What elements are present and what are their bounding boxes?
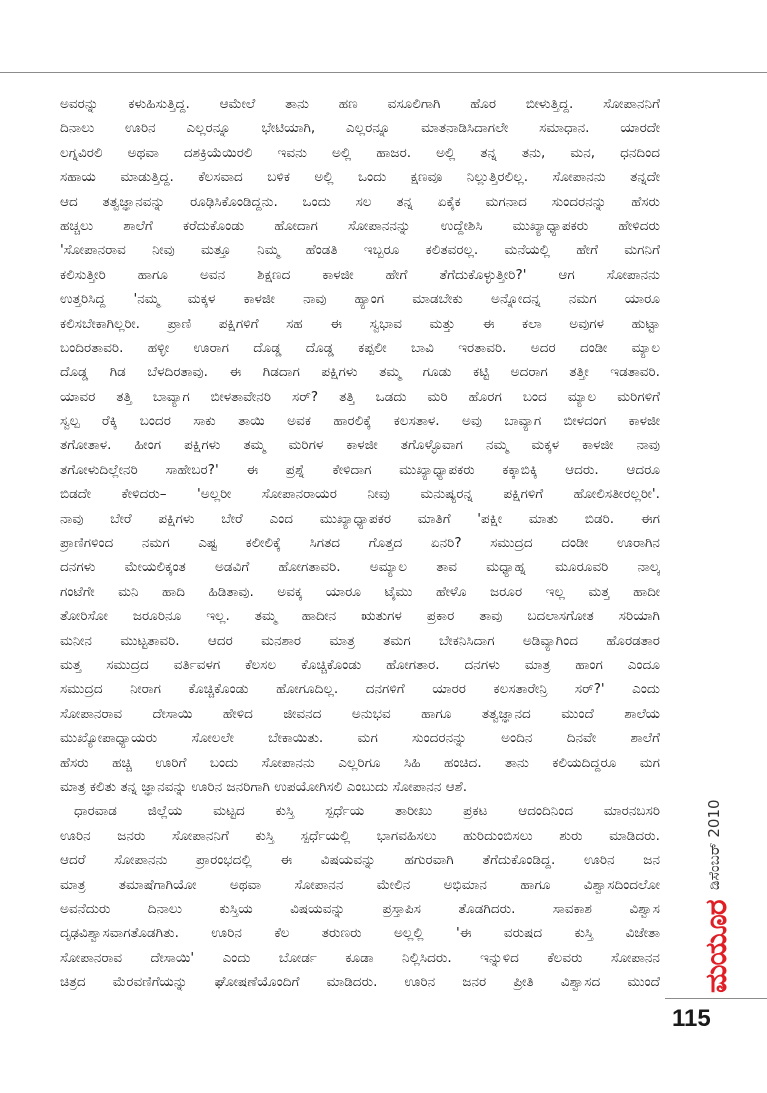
- article-line: ಮತ್ತ ಸಮುದ್ರದ ವರ್ತಿವಳಗ ಕೆಲಸಲ ಕೊಚ್ಚಿಕೊಂಡು ಹೋಗತಾರ. ದನಗಳು ಮಾತ್ರ ಹಾಂಗ ಎಂದೂ: [60, 656, 660, 673]
- article-line: ಧಾರವಾಡ ಜಿಲ್ಲೆಯ ಮಟ್ಟದ ಕುಸ್ತಿ ಸ್ಪರ್ಧೆಯ ತಾರೀಖು ಪ್ರಕಟ ಆದಂದಿನಿಂದ ಮಾರನಬಸರಿ: [74, 803, 660, 820]
- article-line: ದೃಢವಿಶ್ವಾಸವಾಗತೊಡಗಿತು. ಊರಿನ ಕೆಲ ತರುಣರು ಅಲ್ಲಲ್ಲಿ 'ಈ ವರುಷದ ಕುಸ್ತಿ ವಿಜೇತಾ: [60, 925, 660, 942]
- article-line: ಚಿತ್ರದ ಮೆರವಣಿಗೆಯನ್ನು ಘೋಷಣೆಯೊಂದಿಗೆ ಮಾಡಿದರು. ಊರಿನ ಜನರ ಪ್ರೀತಿ ವಿಶ್ವಾಸದ ಮುಂದೆ: [60, 974, 660, 991]
- article-line: ಗಂಟೆಗೇ ಮನಿ ಹಾದಿ ಹಿಡಿತಾವು. ಅವಕ್ಕ ಯಾರೂ ಟೈಮು ಹೇಳೊ ಜರೂರ ಇಲ್ಲ ಮತ್ತ ಹಾದೀ: [60, 583, 660, 600]
- article-line: ಮಾತ್ರ ಕಲಿತು ತನ್ನ ಜ್ಞಾನವನ್ನು ಊರಿನ ಜನರಿಗಾಗಿ ಉಪಯೋಗಿಸಲಿ ಎಂಬುದು ಸೋಪಾನನ ಆಶೆ.: [60, 778, 468, 795]
- sidebar-masthead: [672, 770, 767, 1000]
- article-line: ದನಗಳು ಮೇಯಲಿಕ್ಕಂತ ಅಡವಿಗೆ ಹೋಗತಾವರಿ. ಅಮ್ಯಾಲ ತಾವ ಮಧ್ಯಾಹ್ನ ಮೂರೂವರಿ ನಾಲ್ಕ: [60, 559, 660, 576]
- article-line: ಮಾತ್ರ ತಮಾಷೆಗಾಗಿಯೋ ಅಥವಾ ಸೋಪಾನನ ಮೇಲಿನ ಅಭಿಮಾನ ಹಾಗೂ ವಿಶ್ವಾಸದಿಂದಲೋ: [60, 876, 660, 893]
- page-number: 115: [672, 1005, 711, 1032]
- article-line: ಕಲಿಸಬೇಕಾಗಿಲ್ಲರೀ. ಪ್ರಾಣಿ ಪಕ್ಷಿಗಳಿಗೆ ಸಹ ಈ ಸ್ವಭಾವ ಮತ್ತು ಈ ಕಲಾ ಅವುಗಳ ಹುಟ್ಟಾ: [60, 315, 660, 332]
- article-line: ಸಮುದ್ರದ ನೀರಾಗ ಕೊಚ್ಚಿಕೊಂಡು ಹೋಗೂದಿಲ್ಲ. ದನಗಳಿಗೆ ಯಾರರ ಕಲಸತಾರೇನ್ರಿ ಸರ್?' ಎಂದು: [60, 681, 660, 698]
- issue-date: ಡಿಸೆಂಬರ್ 2010: [705, 799, 723, 890]
- article-line: ಮುಖ್ಯೋಪಾಧ್ಯಾಯರು ಸೋಲಲೇ ಬೇಕಾಯಿತು. ಮಗ ಸುಂದರನನ್ನು ಅಂದಿನ ದಿನವೇ ಶಾಲೆಗೆ: [60, 730, 660, 747]
- article-line: ಆದ ತತ್ವಜ್ಞಾನವನ್ನು ರೂಢಿಸಿಕೊಂಡಿದ್ದನು. ಒಂದು ಸಲ ತನ್ನ ಏಕೈಕ ಮಗನಾದ ಸುಂದರನನ್ನು ಹೆಸರು: [60, 193, 660, 210]
- article-body: [60, 92, 660, 994]
- article-line: ತೋರಿಸೋ ಜರೂರಿನೂ ಇಲ್ಲ. ತಮ್ಮ ಹಾದೀನ ಋತುಗಳ ಪ್ರಕಾರ ತಾವು ಬದಲಾಸಗೋತ ಸರಿಯಾಗಿ: [60, 608, 660, 625]
- article-line: ಹಚ್ಚಲು ಶಾಲೆಗೆ ಕರೆದುಕೊಂಡು ಹೋದಾಗ ಸೋಪಾನನನ್ನು ಉದ್ದೇಶಿಸಿ ಮುಖ್ಯಾಧ್ಯಾಪಕರು ಹೇಳಿದರು: [60, 217, 660, 234]
- article-line: ಕಲಿಸುತ್ತೀರಿ ಹಾಗೂ ಅವನ ಶಿಕ್ಷಣದ ಕಾಳಜೀ ಹೇಗೆ ತೆಗೆದುಕೊಳ್ಳುತ್ತೀರಿ?' ಆಗ ಸೋಪಾನನು: [60, 266, 660, 283]
- footer-rule: [665, 998, 767, 999]
- article-line: ಪ್ರಾಣಿಗಳಿಂದ ನಮಗ ಎಷ್ಟ ಕಲೀಲಿಕ್ಕೆ ಸಿಗತದ ಗೊತ್ತದ ಏನರಿ? ಸಮುದ್ರದ ದಂಡೀ ಊರಾಗಿನ: [60, 535, 660, 552]
- article-line: ಸೋಪಾನರಾವ ದೇಸಾಯಿ' ಎಂದು ಬೋರ್ಡ ಕೂಡಾ ನಿಲ್ಲಿಸಿದರು. ಇನ್ನುಳಿದ ಕೆಲವರು ಸೋಪಾನನ: [60, 949, 660, 966]
- article-line: ದೊಡ್ಡ ಗಿಡ ಬೆಳದಿರತಾವು. ಈ ಗಿಡದಾಗ ಪಕ್ಷಿಗಳು ತಮ್ಮ ಗೂಡು ಕಟ್ಟಿ ಅದರಾಗ ತತ್ತೀ ಇಡತಾವರಿ.: [60, 364, 660, 381]
- article-line: ಬಂದಿರತಾವರಿ. ಹಳ್ಳೀ ಊರಾಗ ದೊಡ್ಡ ದೊಡ್ಡ ಕಪ್ಪಲೀ ಬಾವಿ ಇರತಾವರಿ. ಅದರ ದಂಡೀ ಮ್ಯಾಲ: [60, 339, 660, 356]
- article-line: ಸೋಪಾನರಾವ ದೇಸಾಯಿ ಹೇಳಿದ ಜೀವನದ ಅನುಭವ ಹಾಗೂ ತತ್ವಜ್ಞಾನದ ಮುಂದೆ ಶಾಲೆಯ: [60, 705, 660, 722]
- article-line: ಹೆಸರು ಹಚ್ಚಿ ಊರಿಗೆ ಬಂದು ಸೋಪಾನನು ಎಲ್ಲರಿಗೂ ಸಿಹಿ ಹಂಚಿದ. ತಾನು ಕಲಿಯದಿದ್ದರೂ ಮಗ: [60, 754, 660, 771]
- article-line: ಉತ್ತರಿಸಿದ್ದ 'ನಮ್ಮ ಮಕ್ಕಳ ಕಾಳಜೀ ನಾವು ಹ್ಯಾಂಗ ಮಾಡಬೇಕು ಅನ್ನೋದನ್ನ ನಮಗ ಯಾರೂ: [60, 291, 660, 308]
- article-line: ದಿನಾಲು ಊರಿನ ಎಲ್ಲರನ್ನೂ ಭೇಟಿಯಾಗಿ, ಎಲ್ಲರನ್ನೂ ಮಾತನಾಡಿಸಿದಾಗಲೇ ಸಮಾಧಾನ. ಯಾರದೇ: [60, 120, 660, 137]
- article-line: ಆದರೆ ಸೋಪಾನನು ಪ್ರಾರಂಭದಲ್ಲಿ ಈ ವಿಷಯವನ್ನು ಹಗುರವಾಗಿ ತೆಗೆದುಕೊಂಡಿದ್ದ. ಊರಿನ ಜನ: [60, 852, 660, 869]
- article-line: 'ಸೋಪಾನರಾವ ನೀವು ಮತ್ತೂ ನಿಮ್ಮ ಹೆಂಡತಿ ಇಬ್ಬರೂ ಕಲಿತವರಲ್ಲ. ಮನೆಯಲ್ಲಿ ಹೇಗೆ ಮಗನಿಗೆ: [60, 242, 660, 259]
- article-line: ಅವನೆದುರು ದಿನಾಲು ಕುಸ್ತಿಯ ವಿಷಯವನ್ನು ಪ್ರಸ್ತಾಪಿಸ ತೊಡಗಿದರು. ಸಾವಕಾಶ ವಿಶ್ವಾಸ: [60, 900, 660, 917]
- article-line: ಮನೀನ ಮುಟ್ಟತಾವರಿ. ಆದರ ಮನಶಾರ ಮಾತ್ರ ತಮಗ ಬೇಕನಿಸಿದಾಗ ಅಡಿವ್ಯಾಗಿಂದ ಹೊರಡತಾರ: [60, 632, 660, 649]
- article-line: ಯಾವರ ತತ್ತಿ ಬಾವ್ಯಾಗ ಬೀಳತಾವೇನರಿ ಸರ್? ತತ್ತಿ ಒಡದು ಮರಿ ಹೊರಗ ಬಂದ ಮ್ಯಾಲ ಮರಿಗಳಿಗೆ: [60, 388, 660, 405]
- article-line: ಊರಿನ ಜನರು ಸೋಪಾನನಿಗೆ ಕುಸ್ತಿ ಸ್ಪರ್ಧೆಯಲ್ಲಿ ಭಾಗವಹಿಸಲು ಹುರಿದುಂಬಿಸಲು ಶುರು ಮಾಡಿದರು.: [60, 827, 660, 844]
- article-line: ಸಹಾಯ ಮಾಡುತ್ತಿದ್ದ. ಕೆಲಸವಾದ ಬಳಿಕ ಅಲ್ಲಿ ಒಂದು ಕ್ಷಣವೂ ನಿಲ್ಲುತ್ತಿರಲಿಲ್ಲ. ಸೋಪಾನನು ತನ್ನದೇ: [60, 169, 660, 186]
- article-line: ನಾವು ಬೇರೆ ಪಕ್ಷಿಗಳು ಬೇರೆ ಎಂದ ಮುಖ್ಯಾಧ್ಯಾಪಕರ ಮಾತಿಗೆ 'ಪಕ್ಷೀ ಮಾತು ಬಿಡರಿ. ಈಗ: [60, 510, 660, 527]
- article-line: ಸ್ವಲ್ಪ ರೆಕ್ಕಿ ಬಂದರ ಸಾಕು ತಾಯಿ ಅವಕ ಹಾರಲಿಕ್ಕೆ ಕಲಸತಾಳ. ಅವು ಬಾವ್ಯಾಗ ಬೀಳದಂಗ ಕಾಳಜೀ: [60, 413, 660, 430]
- article-line: ತಗೋತಾಳ. ಹೀಂಗ ಪಕ್ಷಿಗಳು ತಮ್ಮ ಮರಿಗಳ ಕಾಳಜೀ ತಗೊಳ್ಳೊವಾಗ ನಮ್ಮ ಮಕ್ಕಳ ಕಾಳಜೀ ನಾವು: [60, 437, 660, 454]
- article-line: ಲಗ್ನವಿರಲಿ ಅಥವಾ ದಶಕ್ರಿಯೆಯಿರಲಿ ಇವನು ಅಲ್ಲಿ ಹಾಜರ. ಅಲ್ಲಿ ತನ್ನ ತನು, ಮನ, ಧನದಿಂದ: [60, 144, 660, 161]
- article-line: ಅವರನ್ನು ಕಳುಹಿಸುತ್ತಿದ್ದ. ಆಮೇಲೆ ತಾನು ಹಣ ವಸೂಲಿಗಾಗಿ ಹೊರ ಬೀಳುತ್ತಿದ್ದ. ಸೋಪಾನನಿಗೆ: [60, 96, 660, 112]
- article-line: ಬಿಡದೇ ಕೇಳಿದರು– 'ಅಲ್ಲರೀ ಸೋಪಾನರಾಯರ ನೀವು ಮನುಷ್ಯರನ್ನ ಪಕ್ಷಿಗಳಿಗೆ ಹೋಲಿಸತೀರಲ್ಲರೀ'.: [60, 486, 660, 503]
- magazine-title: ಮಯೂರ: [699, 900, 734, 994]
- article-line: ತಗೋಳುದಿಲ್ಲೇನರಿ ಸಾಹೇಬರ?' ಈ ಪ್ರಶ್ನೆ ಕೇಳಿದಾಗ ಮುಖ್ಯಾಧ್ಯಾಪಕರು ಕಕ್ಕಾಬಿಕ್ಕಿ ಆದರು. ಆದರೂ: [60, 461, 660, 478]
- top-rule: [0, 72, 767, 73]
